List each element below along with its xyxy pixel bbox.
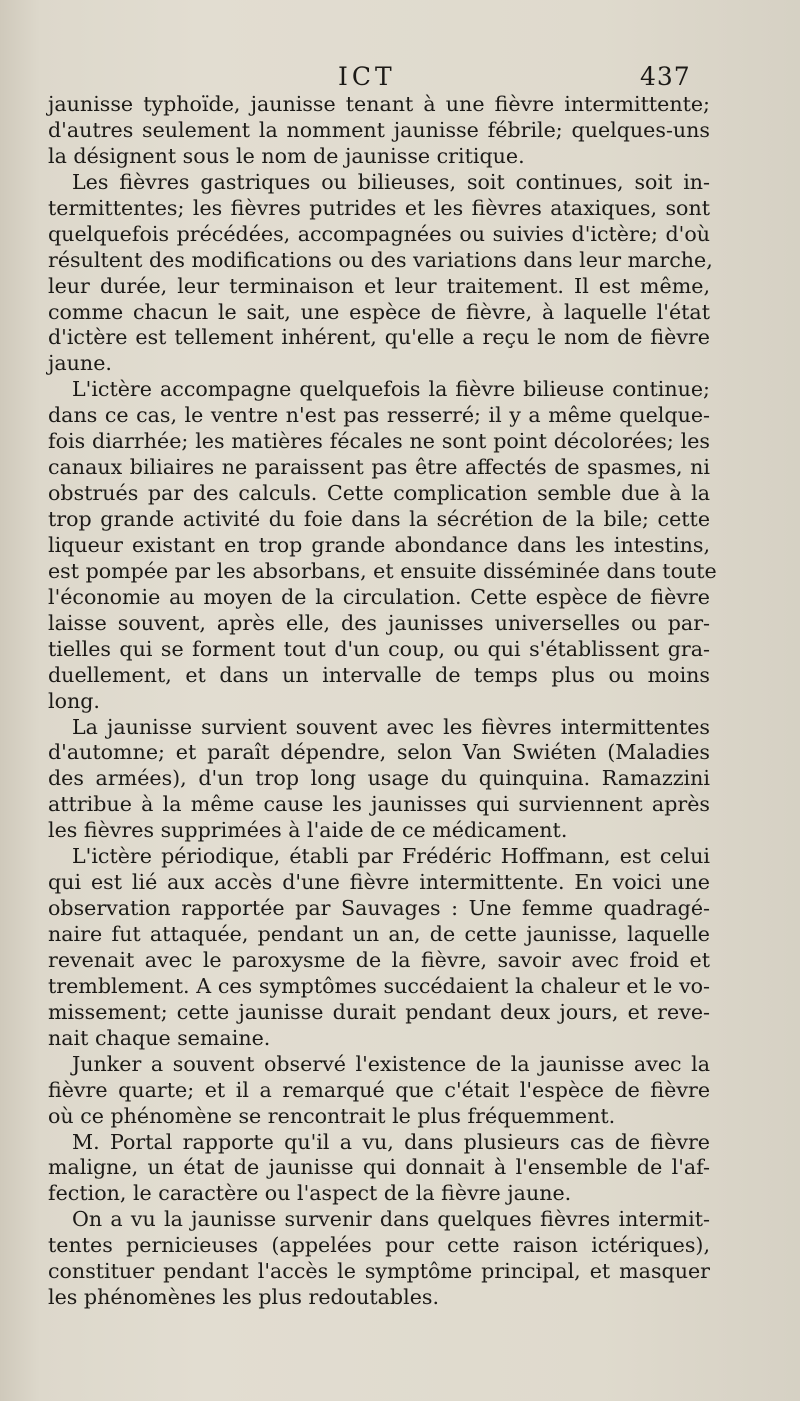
text-line: leur durée, leur terminaison et leur traitement. Il est même, [48, 273, 710, 298]
text-line: la désignent sous le nom de jaunisse critique. [48, 143, 525, 168]
text-line: comme chacun le sait, une espèce de fièvre, à laquelle l'état [48, 299, 710, 324]
text-line: obstrués par des calculs. Cette complication semble due à la [48, 481, 710, 506]
text-line: résultent des modifications ou des variations dans leur marche, [48, 247, 713, 272]
text-line: qui est lié aux accès d'une fièvre intermittente. En voici une [48, 870, 710, 895]
text-line: observation rapportée par Sauvages : Une femme quadragé- [48, 896, 710, 921]
text-line: fection, le caractère ou l'aspect de la fièvre jaune. [48, 1181, 572, 1206]
text-line: canaux biliaires ne paraissent pas être affectés de spasmes, ni [48, 455, 710, 480]
text-line: tentes pernicieuses (appelées pour cette raison ictériques), [48, 1233, 710, 1258]
text-line: L'ictère périodique, établi par Frédéric Hoffmann, est celui [72, 844, 710, 869]
running-head: ICT [338, 62, 396, 91]
text-line: M. Portal rapporte qu'il a vu, dans plusieurs cas de fièvre [72, 1129, 710, 1154]
text-line: naire fut attaquée, pendant un an, de cette jaunisse, laquelle [48, 922, 710, 946]
text-line: les fièvres supprimées à l'aide de ce médicament. [48, 818, 568, 843]
text-line: termittentes; les fièvres putrides et les fièvres ataxiques, sont [48, 195, 710, 220]
text-line: d'automne; et paraît dépendre, selon Van Swiéten (Maladies [48, 740, 710, 765]
text-line: dans ce cas, le ventre n'est pas resserré; il y a même quelque- [48, 403, 710, 428]
text-line: duellement, et dans un intervalle de temps plus ou moins [48, 662, 710, 687]
text-line: jaunisse typhoïde, jaunisse tenant à une fièvre intermittente; [48, 92, 710, 116]
text-line: quelquefois précédées, accompagnées ou suivies d'ictère; d'où [48, 221, 710, 246]
text-line: missement; cette jaunisse durait pendant deux jours, et reve- [48, 999, 710, 1024]
text-line: On a vu la jaunisse survenir dans quelques fièvres intermit- [72, 1207, 710, 1232]
text-line: L'ictère accompagne quelquefois la fièvre bilieuse continue; [72, 377, 710, 402]
text-line: attribue à la même cause les jaunisses qui surviennent après [48, 792, 710, 817]
body-text [48, 92, 717, 1311]
text-line: d'ictère est tellement inhérent, qu'elle a reçu le nom de fièvre [48, 325, 710, 350]
text-line: des armées), d'un trop long usage du quinquina. Ramazzini [48, 766, 710, 791]
text-line: liqueur existant en trop grande abondance dans les intestins, [48, 532, 710, 557]
text-line: constituer pendant l'accès le symptôme principal, et masquer [48, 1259, 710, 1284]
text-line: maligne, un état de jaunisse qui donnait à l'ensemble de l'af- [48, 1155, 710, 1180]
text-line: fièvre quarte; et il a remarqué que c'était l'espèce de fièvre [48, 1077, 710, 1102]
text-line: trop grande activité du foie dans la sécrétion de la bile; cette [48, 507, 710, 531]
text-line: les phénomènes les plus redoutables. [48, 1285, 439, 1310]
text-line: fois diarrhée; les matières fécales ne sont point décolorées; les [48, 429, 710, 454]
text-line: revenait avec le paroxysme de la fièvre, savoir avec froid et [48, 947, 710, 972]
text-line: La jaunisse survient souvent avec les fièvres intermittentes [72, 714, 710, 739]
text-line: tielles qui se forment tout d'un coup, ou qui s'établissent gra- [48, 636, 710, 661]
text-line: d'autres seulement la nomment jaunisse fébrile; quelques-uns [48, 117, 710, 142]
text-line: nait chaque semaine. [48, 1025, 271, 1050]
text-line: l'économie au moyen de la circulation. Cette espèce de fièvre [48, 584, 710, 609]
page-number: 437 [640, 62, 691, 91]
text-line: est pompée par les absorbans, et ensuite disséminée dans toute [48, 558, 717, 583]
text-line: Les fièvres gastriques ou bilieuses, soit continues, soit in- [72, 169, 710, 194]
text-line: laisse souvent, après elle, des jaunisses universelles ou par- [48, 610, 710, 635]
text-line: long. [48, 688, 100, 713]
text-line: tremblement. A ces symptômes succédaient la chaleur et le vo- [48, 973, 710, 998]
text-line: Junker a souvent observé l'existence de la jaunisse avec la [72, 1051, 710, 1076]
text-line: où ce phénomène se rencontrait le plus fréquemment. [48, 1103, 616, 1128]
text-line: jaune. [48, 351, 112, 376]
